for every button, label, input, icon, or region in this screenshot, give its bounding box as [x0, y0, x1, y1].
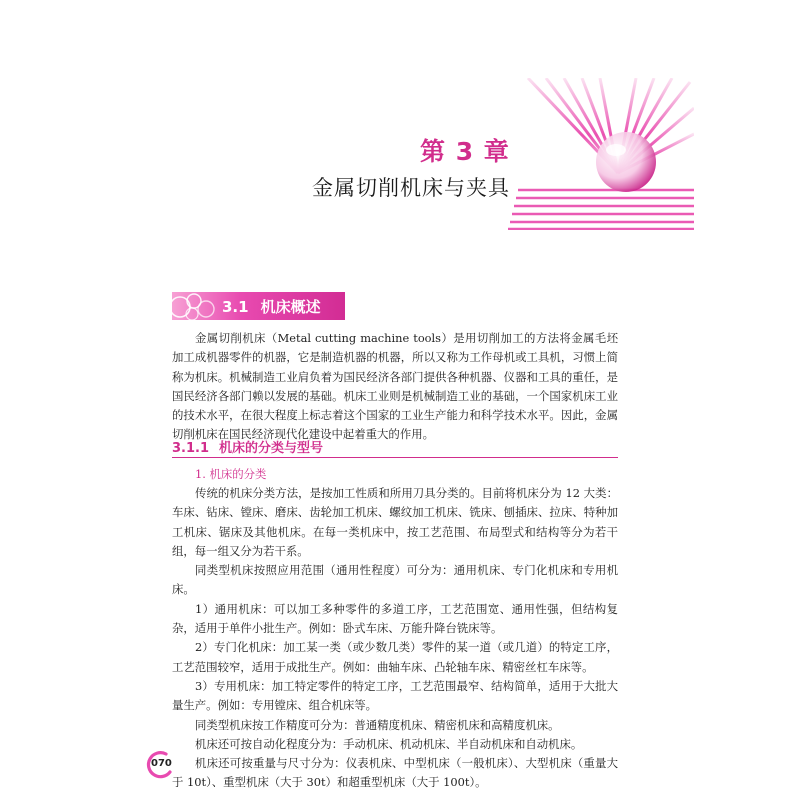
- body-paragraph: 同类型机床按工作精度可分为：普通精度机床、精密机床和高精度机床。: [195, 717, 560, 732]
- section-heading: [222, 295, 321, 319]
- body-paragraph: 传统的机床分类方法，是按加工性质和所用刀具分类的。目前将机床分为 12 大类：车床、钻床、镗床、磨床、齿轮加工机床、螺纹加工机床、铣床、刨插床、拉床、特种加工机床、锯床及其他机床。在每一类机床中，按工艺范围、布局型式和结构等分为若干组，每一组又分为若干系。: [172, 486, 618, 558]
- page-number: 070: [151, 758, 172, 769]
- bubbles-icon: [166, 289, 226, 323]
- subsection-title: 机床的分类与型号: [219, 441, 324, 456]
- body-paragraph: 1）通用机床：可以加工多种零件的多道工序，工艺范围宽、通用性强，但结构复杂，适用于单件小批生产。例如：卧式车床、万能升降台铣床等。: [172, 601, 618, 636]
- body-paragraph: 机床还可按自动化程度分为：手动机床、机动机床、半自动机床和自动机床。: [195, 736, 583, 751]
- section-title: 机床概述: [260, 298, 321, 316]
- chapter-number: 第 3 章: [420, 137, 510, 166]
- subsection-number: 3.1.1: [172, 441, 210, 456]
- intro-paragraph: 金属切削机床（Metal cutting machine tools）是用切削加工的方法将金属毛坯加工成机器零件的机器，它是制造机器的机器，所以又称为工作母机或工具机，习惯上简称为机床。机械制造工业肩负着为国民经济各部门提供各种机器、仪器和工具的重任，是国民经济各部门赖以发展的基础。机床工业则是机械制造工业的基础，一个国家机床工业的技术水平，在很大程度上标志着这个国家的工业生产能力和科学技术水平。因此，金属切削机床在国民经济现代化建设中起着重大的作用。: [172, 331, 618, 442]
- item-heading: 1. 机床的分类: [195, 467, 267, 481]
- section-number: 3.1: [222, 298, 249, 316]
- body-paragraph: 3）专用机床：加工特定零件的特定工序，工艺范围最窄、结构简单，适用于大批大量生产。例如：专用镗床、组合机床等。: [172, 678, 618, 713]
- body-paragraph: 同类型机床按照应用范围（通用性程度）可分为：通用机床、专门化机床和专用机床。: [172, 563, 618, 597]
- body-paragraph: 2）专门化机床：加工某一类（或少数几类）零件的某一道（或几道）的特定工序，工艺范围较窄，适用于成批生产。例如：曲轴车床、凸轮轴车床、精密丝杠车床等。: [172, 640, 618, 674]
- body-paragraph: 机床还可按重量与尺寸分为：仪表机床、中型机床（一般机床）、大型机床（重量大于 10t）、重型机床（大于 30t）和超重型机床（大于 100t）。: [172, 756, 618, 790]
- subsection-divider: [172, 457, 618, 458]
- chapter-ray-artwork: [508, 78, 694, 230]
- subsection-heading: [172, 437, 618, 459]
- body-text: [172, 484, 618, 793]
- chapter-title: 金属切削机床与夹具: [312, 176, 510, 200]
